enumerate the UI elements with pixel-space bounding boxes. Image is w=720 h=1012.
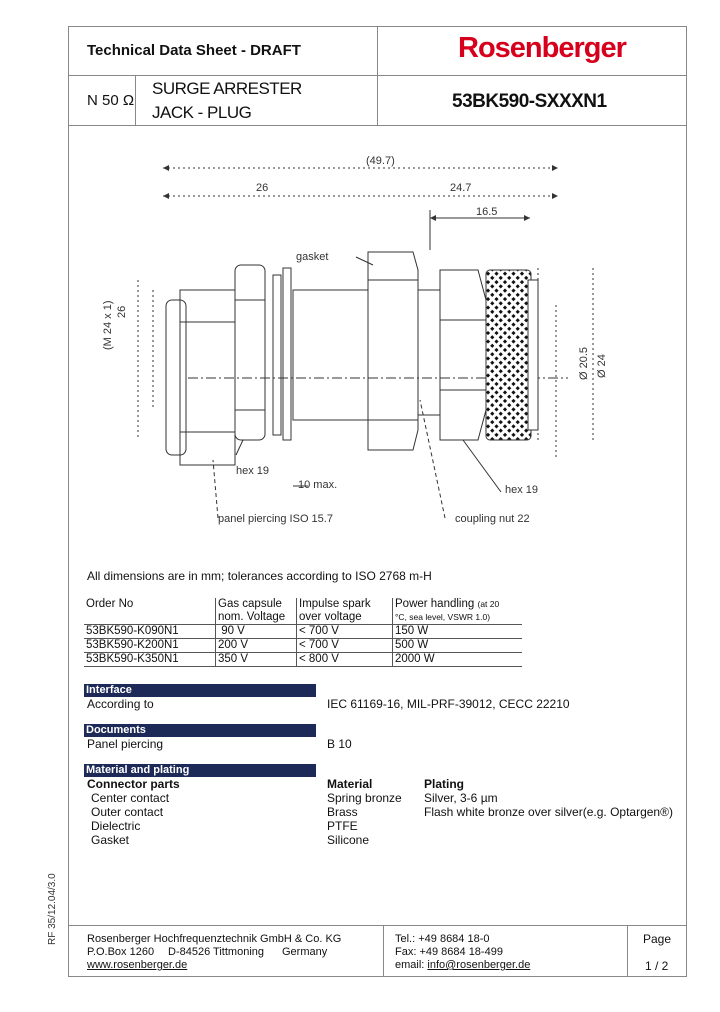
connector-drawing bbox=[68, 140, 687, 540]
footer-email-label: email: bbox=[395, 959, 428, 971]
material-value: Spring bronze bbox=[327, 791, 402, 805]
cell-impulse: < 700 V bbox=[297, 625, 393, 639]
material-col-material: Material bbox=[327, 777, 373, 791]
header-divider bbox=[135, 75, 136, 125]
side-code: RF 35/12.04/3.0 bbox=[47, 873, 58, 945]
part-number: 53BK590-SXXXN1 bbox=[452, 91, 607, 112]
documents-value: B 10 bbox=[327, 737, 352, 751]
header-nom-voltage: nom. Voltage bbox=[218, 611, 286, 623]
footer-website-link[interactable]: www.rosenberger.de bbox=[87, 959, 188, 971]
footer-pobox: P.O.Box 1260 bbox=[87, 946, 155, 958]
section-material: Material and plating bbox=[84, 764, 316, 777]
footer-city: D-84526 Tittmoning bbox=[168, 946, 264, 958]
dim-right-sub: 16.5 bbox=[476, 206, 498, 218]
page-label: Page bbox=[643, 932, 672, 946]
footer-country: Germany bbox=[282, 946, 328, 958]
cell-power: 150 W bbox=[393, 625, 523, 639]
brand-logo: Rosenberger bbox=[458, 32, 626, 64]
cell-power: 500 W bbox=[393, 639, 523, 653]
material-part: Dielectric bbox=[91, 819, 141, 833]
material-part: Outer contact bbox=[91, 805, 164, 819]
header-order-no: Order No bbox=[86, 598, 134, 610]
dim-dia-1: Ø 20.5 bbox=[578, 346, 590, 380]
footer-divider bbox=[383, 925, 384, 977]
cell-power: 2000 W bbox=[393, 653, 523, 667]
cell-order-no: 53BK590-K090N1 bbox=[84, 625, 216, 639]
product-line-1: SURGE ARRESTER bbox=[152, 79, 302, 98]
table-header-row bbox=[84, 598, 522, 625]
cell-impulse: < 800 V bbox=[297, 653, 393, 667]
dimensions-note: All dimensions are in mm; tolerances according to ISO 2768 m-H bbox=[87, 569, 432, 583]
header-impulse: Impulse spark bbox=[299, 598, 371, 610]
material-value: Silicone bbox=[327, 833, 370, 847]
dim-overall: (49.7) bbox=[366, 155, 395, 167]
header-over-voltage: over voltage bbox=[299, 611, 362, 623]
plating-value: Silver, 3-6 µm bbox=[424, 791, 498, 805]
footer-tel: Tel.: +49 8684 18-0 bbox=[395, 933, 490, 945]
material-part: Center contact bbox=[91, 791, 170, 805]
hex-right-label: hex 19 bbox=[505, 484, 539, 496]
dim-right: 24.7 bbox=[450, 182, 472, 194]
section-interface: Interface bbox=[84, 684, 316, 697]
material-col-plating: Plating bbox=[424, 777, 465, 791]
table-row bbox=[84, 625, 522, 639]
dim-left: 26 bbox=[256, 182, 269, 194]
interface-value: IEC 61169-16, MIL-PRF-39012, CECC 22210 bbox=[327, 697, 570, 711]
material-value: Brass bbox=[327, 805, 358, 819]
panel-note: panel piercing ISO 15.7 bbox=[218, 513, 333, 525]
header-divider bbox=[377, 26, 378, 126]
footer-company: Rosenberger Hochfrequenztechnik GmbH & Co. KG bbox=[87, 933, 342, 945]
header-gas-capsule: Gas capsule bbox=[218, 598, 282, 610]
cell-impulse: < 700 V bbox=[297, 639, 393, 653]
footer-divider bbox=[627, 925, 628, 977]
dim-left-dia: 26 bbox=[116, 305, 128, 318]
dim-thread: (M 24 x 1) bbox=[102, 300, 114, 350]
cell-voltage: 200 V bbox=[216, 639, 297, 653]
dim-dia-2: Ø 24 bbox=[596, 354, 608, 378]
plating-value: Flash white bronze over silver(e.g. Optargen®) bbox=[424, 805, 673, 819]
cell-voltage: 350 V bbox=[216, 653, 297, 667]
header-power: Power handling bbox=[395, 598, 475, 610]
hex-left-label: hex 19 bbox=[236, 465, 270, 477]
gasket-label: gasket bbox=[296, 251, 329, 263]
cell-order-no: 53BK590-K350N1 bbox=[84, 653, 216, 667]
section-documents: Documents bbox=[84, 724, 316, 737]
header-power-note: (at 20 bbox=[477, 599, 500, 609]
product-line-2: JACK - PLUG bbox=[152, 103, 252, 122]
coupling-note: coupling nut 22 bbox=[455, 513, 530, 525]
material-col-parts: Connector parts bbox=[87, 777, 180, 791]
footer-email-link[interactable]: info@rosenberger.de bbox=[427, 959, 531, 971]
table-row bbox=[84, 639, 522, 653]
footer-divider bbox=[68, 925, 687, 926]
doc-title: Technical Data Sheet - DRAFT bbox=[87, 42, 301, 59]
impedance-spec: N 50 Ω bbox=[87, 92, 135, 109]
footer-fax: Fax: +49 8684 18-499 bbox=[395, 946, 503, 958]
max-length-label: 10 max. bbox=[298, 479, 338, 491]
table-row bbox=[84, 653, 522, 667]
interface-label: According to bbox=[87, 697, 154, 711]
material-part: Gasket bbox=[91, 833, 130, 847]
order-table bbox=[84, 598, 522, 667]
documents-label: Panel piercing bbox=[87, 737, 164, 751]
cell-voltage: 90 V bbox=[216, 625, 297, 639]
header-power-note-2: °C, sea level, VSWR 1.0) bbox=[395, 612, 491, 622]
material-value: PTFE bbox=[327, 819, 358, 833]
page-number: 1 / 2 bbox=[645, 959, 669, 973]
cell-order-no: 53BK590-K200N1 bbox=[84, 639, 216, 653]
